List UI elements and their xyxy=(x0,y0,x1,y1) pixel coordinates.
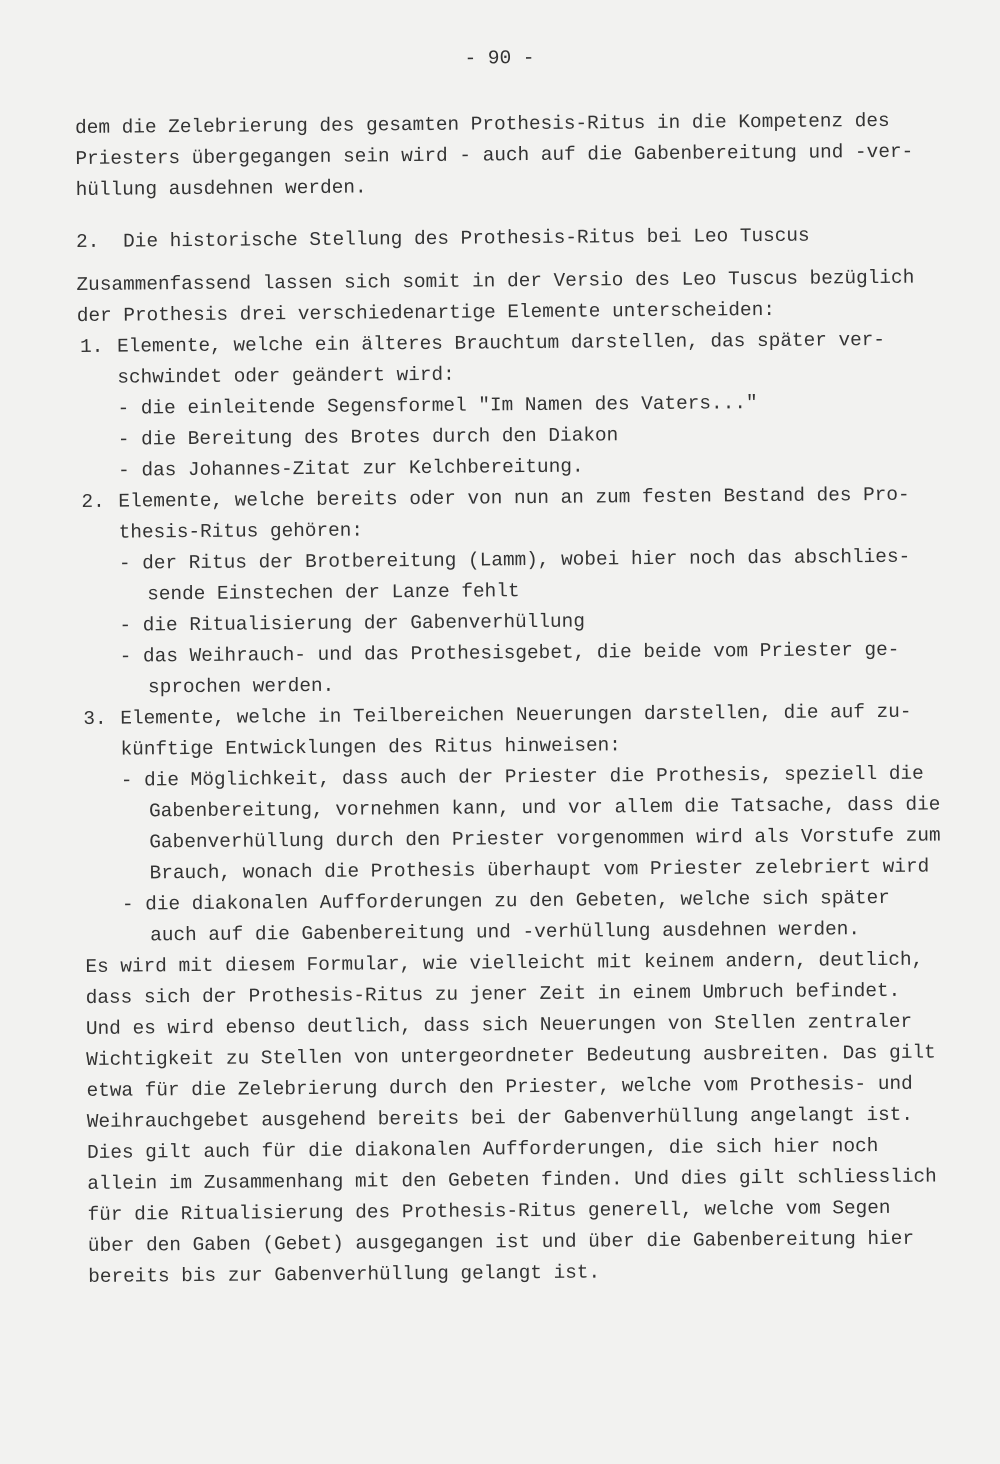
list-item xyxy=(122,882,963,951)
list-category-1 xyxy=(77,324,958,487)
text-line: hüllung ausdehnen werden. xyxy=(75,176,367,201)
text-line: für die Ritualisierung des Prothesis-Ritus generell, welche vom Segen xyxy=(87,1196,891,1226)
text-line: etwa für die Zelebrierung durch den Priester, welche vom Prothesis- und xyxy=(86,1072,913,1102)
text-line: Brauch, wonach die Prothesis überhaupt vom Priester zelebriert wird xyxy=(149,855,930,885)
text-line: Gabenverhüllung durch den Priester vorgenommen wird als Vorstufe zum xyxy=(149,824,941,854)
text-line: thesis-Ritus gehören: xyxy=(118,519,364,544)
text-line: Elemente, welche bereits oder von nun an zum festen Bestand des Pro- xyxy=(118,483,910,513)
text-line: Weihrauchgebet ausgehend bereits bei der Gabenverhüllung angelangt ist. xyxy=(86,1103,914,1133)
text-line: Elemente, welche ein älteres Brauchtum darstellen, das später ver- xyxy=(116,328,886,358)
list-item xyxy=(120,634,961,703)
text-line: über den Gaben (Gebet) ausgegangen ist und über die Gabenbereitung hier xyxy=(87,1227,915,1257)
text-line: Zusammenfassend lassen sich somit in der Versio des Leo Tuscus bezüglich xyxy=(76,266,915,296)
main-text xyxy=(76,262,965,1293)
text-line: der Prothesis drei verschiedenartige Elemente unterscheiden: xyxy=(76,298,776,327)
text-line: künftige Entwicklungen des Ritus hinweisen: xyxy=(120,734,622,761)
text-line: Gabenbereitung, vornehmen kann, und vor allem die Tatsache, dass die xyxy=(149,793,941,823)
text-line: - der Ritus der Brotbereitung (Lamm), wobei hier noch das abschlies- xyxy=(118,545,911,575)
text-line: Priesters übergegangen sein wird - auch auf die Gabenbereitung und -ver- xyxy=(75,140,914,170)
text-line: - die diakonalen Aufforderungen zu den Gebeten, welche sich später xyxy=(121,886,890,916)
list-number: 1. xyxy=(79,335,104,358)
text-line: auch auf die Gabenbereitung und -verhüllung ausdehnen werden. xyxy=(150,918,861,947)
text-line: - die Bereitung des Brotes durch den Diakon xyxy=(117,424,619,451)
text-line: Und es wird ebenso deutlich, dass sich Neuerungen von Stellen zentraler xyxy=(85,1010,913,1040)
text-line: sende Einstechen der Lanze fehlt xyxy=(147,580,520,606)
text-line: bereits bis zur Gabenverhüllung gelangt ist. xyxy=(88,1261,601,1288)
section-title: Die historische Stellung des Prothesis-Ritus bei Leo Tuscus xyxy=(123,224,810,253)
text-line: - die Ritualisierung der Gabenverhüllung xyxy=(119,610,586,637)
text-line: Es wird mit diesem Formular, wie vielleicht mit keinem andern, deutlich, xyxy=(85,948,924,978)
section-number: 2. xyxy=(76,230,100,253)
text-line: - die Möglichkeit, dass auch der Priester die Prothesis, speziell die xyxy=(120,762,924,792)
text-line: Wichtigkeit zu Stellen von untergeordneter Bedeutung ausbreiten. Das gilt xyxy=(86,1041,936,1071)
text-line: dem die Zelebrierung des gesamten Prothesis-Ritus in die Kompetenz des xyxy=(75,109,890,139)
list-number: 2. xyxy=(81,490,105,513)
text-line: dass sich der Prothesis-Ritus zu jener Zeit in einem Umbruch befindet. xyxy=(85,979,901,1009)
summary-paragraph xyxy=(76,262,957,332)
intro-paragraph xyxy=(75,105,956,206)
list-item xyxy=(119,541,960,610)
list-number: 3. xyxy=(83,707,107,730)
text-line: - das Johannes-Zitat zur Kelchbereitung. xyxy=(118,455,584,482)
text-line: allein im Zusammenhang mit den Gebeten finden. Und dies gilt schliesslich xyxy=(87,1165,937,1195)
page-number: - 90 - xyxy=(464,46,535,70)
list-category-3 xyxy=(80,696,962,952)
text-line: Dies gilt auch für die diakonalen Aufforderungen, die sich hier noch xyxy=(86,1135,879,1164)
conclusion-paragraph xyxy=(82,944,965,1293)
text-line: schwindet oder geändert wird: xyxy=(117,363,455,389)
text-line: sprochen werden. xyxy=(147,674,335,699)
list-item xyxy=(121,758,962,889)
list-category-2 xyxy=(78,479,960,704)
text-line: Elemente, welche in Teilbereichen Neuerungen darstellen, die auf zu- xyxy=(120,700,912,730)
text-line: - die einleitende Segensformel "Im Namen des Vaters..." xyxy=(117,392,758,420)
text-line: - das Weihrauch- und das Prothesisgebet, die beide vom Priester ge- xyxy=(119,638,900,668)
section-heading xyxy=(76,219,956,258)
